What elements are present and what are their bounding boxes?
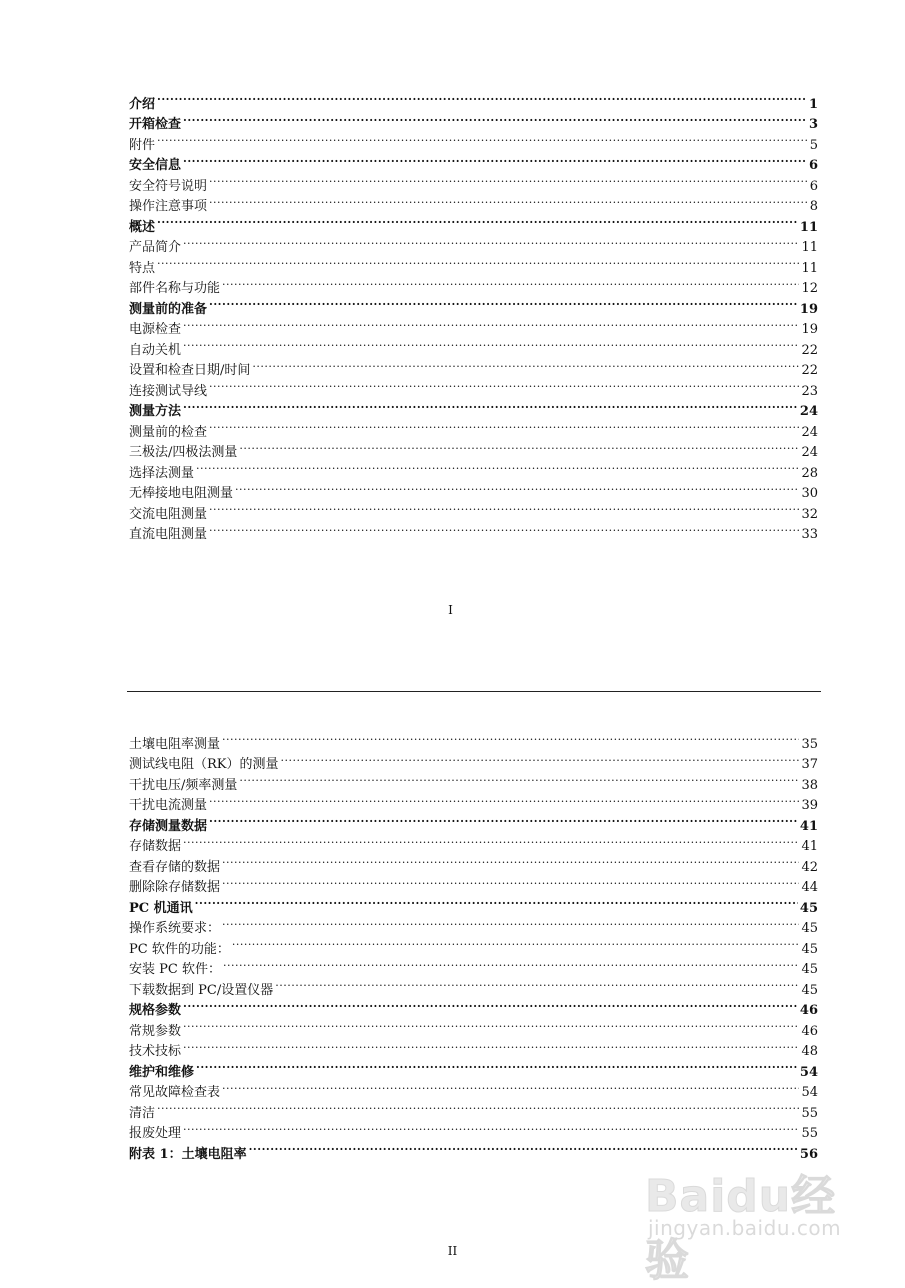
toc-leader-dots bbox=[222, 850, 799, 871]
toc-entry-page: 46 bbox=[799, 1003, 818, 1018]
toc-entry[interactable] bbox=[129, 789, 818, 813]
toc-leader-dots bbox=[209, 497, 799, 518]
toc-entry-page: 23 bbox=[801, 383, 818, 399]
toc-leader-dots bbox=[195, 891, 798, 912]
toc-entry[interactable] bbox=[129, 128, 818, 153]
toc-leader-dots bbox=[239, 436, 799, 457]
toc-leader-dots bbox=[183, 231, 799, 252]
toc-entry[interactable] bbox=[129, 953, 818, 977]
toc-entry-page: 11 bbox=[799, 219, 818, 235]
toc-entry-title: 特点 bbox=[129, 260, 156, 276]
toc-entry-title: 干扰电流测量 bbox=[129, 798, 208, 813]
toc-entry-page: 48 bbox=[801, 1044, 818, 1059]
toc-entry-title: 操作系统要求： bbox=[129, 921, 221, 936]
toc-entry-title: 产品简介 bbox=[129, 240, 182, 255]
toc-entry-title: 维护和维修 bbox=[129, 1064, 195, 1080]
toc-entry[interactable] bbox=[129, 973, 818, 998]
toc-entry-page: 55 bbox=[801, 1105, 818, 1121]
watermark-url: jingyan.baidu.com bbox=[648, 1216, 842, 1240]
toc-entry-title: 土壤电阻率测量 bbox=[129, 736, 221, 752]
toc-entry-title: 电源检查 bbox=[129, 322, 182, 337]
toc-entry[interactable] bbox=[129, 87, 818, 112]
toc-entry-page: 56 bbox=[799, 1146, 818, 1162]
toc-leader-dots bbox=[209, 415, 799, 436]
toc-entry-title: 安全符号说明 bbox=[129, 178, 208, 194]
toc-entry-title: 安全信息 bbox=[129, 158, 182, 173]
toc-entry[interactable] bbox=[129, 333, 818, 358]
toc-leader-dots bbox=[183, 1117, 799, 1138]
toc-entry-page: 6 bbox=[809, 178, 818, 194]
toc-entry[interactable] bbox=[129, 313, 818, 337]
toc-leader-dots bbox=[281, 748, 800, 769]
toc-leader-dots bbox=[209, 789, 799, 810]
toc-leader-dots bbox=[235, 477, 799, 498]
toc-leader-dots bbox=[222, 1076, 799, 1097]
toc-entry-title: 自动关机 bbox=[129, 342, 182, 358]
toc-entry-page: 41 bbox=[801, 839, 818, 854]
toc-entry-title: PC 软件的功能： bbox=[129, 941, 230, 957]
toc-entry-title: 常见故障检查表 bbox=[129, 1085, 221, 1100]
toc-entry[interactable] bbox=[129, 497, 818, 522]
toc-entry[interactable] bbox=[129, 436, 818, 460]
toc-entry[interactable] bbox=[129, 932, 818, 957]
toc-entry[interactable] bbox=[129, 830, 818, 854]
toc-leader-dots bbox=[183, 108, 807, 129]
toc-entry-page: 24 bbox=[801, 424, 818, 440]
toc-entry-page: 3 bbox=[808, 117, 818, 132]
toc-entry-page: 55 bbox=[801, 1126, 818, 1141]
toc-entry-page: 37 bbox=[801, 757, 818, 772]
toc-entry-page: 19 bbox=[801, 322, 818, 337]
toc-leader-dots bbox=[183, 333, 799, 354]
toc-entry-page: 6 bbox=[808, 158, 818, 173]
toc-entry[interactable] bbox=[129, 1055, 818, 1080]
toc-entry-title: 连接测试导线 bbox=[129, 383, 208, 399]
toc-entry-title: 设置和检查日期/时间 bbox=[129, 363, 251, 378]
toc-entry[interactable] bbox=[129, 1096, 818, 1121]
toc-leader-dots bbox=[157, 210, 798, 231]
toc-entry-title: 选择法测量 bbox=[129, 465, 195, 481]
toc-entry[interactable] bbox=[129, 727, 818, 752]
toc-leader-dots bbox=[252, 354, 799, 375]
toc-entry-page: 33 bbox=[801, 527, 818, 542]
toc-entry-title: 开箱检查 bbox=[129, 117, 182, 132]
toc-entry-title: 概述 bbox=[129, 219, 156, 235]
toc-leader-dots bbox=[157, 87, 807, 108]
toc-entry[interactable] bbox=[129, 395, 818, 419]
toc-entry-page: 8 bbox=[809, 199, 818, 214]
toc-entry[interactable] bbox=[129, 190, 818, 214]
toc-entry-page: 24 bbox=[799, 404, 818, 419]
toc-entry-page: 35 bbox=[801, 736, 818, 752]
toc-entry-page: 19 bbox=[799, 301, 818, 317]
toc-entry-page: 39 bbox=[801, 798, 818, 813]
toc-entry-title: 下载数据到 PC/设置仪器 bbox=[129, 982, 274, 998]
toc-entry[interactable] bbox=[129, 1117, 818, 1141]
toc-entry-title: 无棒接地电阻测量 bbox=[129, 486, 234, 501]
toc-entry-title: 三极法/四极法测量 bbox=[129, 445, 238, 460]
page-divider bbox=[127, 691, 821, 692]
toc-leader-dots bbox=[209, 292, 798, 313]
toc-entry-title: 存储数据 bbox=[129, 839, 182, 854]
toc-leader-dots bbox=[157, 128, 808, 149]
toc-entry[interactable] bbox=[129, 210, 818, 235]
toc-entry-title: 测量前的检查 bbox=[129, 424, 208, 440]
toc-entry-title: 删除除存储数据 bbox=[129, 880, 221, 895]
toc-entry-page: 45 bbox=[801, 982, 818, 998]
toc-entry-page: 45 bbox=[801, 941, 818, 957]
toc-entry-page: 44 bbox=[801, 880, 818, 895]
toc-entry[interactable] bbox=[129, 456, 818, 481]
toc-entry[interactable] bbox=[129, 149, 818, 173]
toc-entry[interactable] bbox=[129, 231, 818, 255]
toc-leader-dots bbox=[209, 169, 808, 190]
toc-entry-page: 28 bbox=[801, 465, 818, 481]
toc-page-1 bbox=[129, 87, 818, 542]
toc-entry[interactable] bbox=[129, 850, 818, 875]
toc-entry-page: 45 bbox=[799, 900, 818, 916]
toc-entry-page: 24 bbox=[801, 445, 818, 460]
toc-entry-page: 12 bbox=[801, 281, 818, 296]
toc-entry-title: 技术技标 bbox=[129, 1044, 182, 1059]
toc-entry-page: 42 bbox=[801, 859, 818, 875]
toc-entry-title: 部件名称与功能 bbox=[129, 281, 221, 296]
toc-entry[interactable] bbox=[129, 518, 818, 542]
toc-entry-title: PC 机通讯 bbox=[129, 900, 193, 916]
toc-leader-dots bbox=[183, 830, 799, 851]
toc-entry-title: 规格参数 bbox=[129, 1003, 182, 1018]
toc-leader-dots bbox=[183, 1014, 799, 1035]
toc-entry-page: 11 bbox=[801, 240, 818, 255]
toc-leader-dots bbox=[249, 1137, 798, 1158]
toc-leader-dots bbox=[222, 871, 799, 892]
toc-leader-dots bbox=[209, 809, 798, 830]
toc-entry-title: 交流电阻测量 bbox=[129, 506, 208, 522]
toc-entry-title: 常规参数 bbox=[129, 1023, 182, 1039]
toc-entry[interactable] bbox=[129, 748, 818, 772]
toc-entry-title: 测试线电阻（RK）的测量 bbox=[129, 757, 279, 772]
toc-entry[interactable] bbox=[129, 272, 818, 296]
toc-leader-dots bbox=[232, 932, 800, 953]
toc-entry-page: 5 bbox=[809, 137, 818, 153]
toc-leader-dots bbox=[209, 190, 808, 211]
toc-entry-page: 22 bbox=[801, 363, 818, 378]
watermark-brand: Baidu经验 bbox=[645, 1171, 837, 1286]
toc-leader-dots bbox=[183, 395, 798, 416]
toc-entry-title: 直流电阻测量 bbox=[129, 527, 208, 542]
toc-entry-page: 41 bbox=[799, 818, 818, 834]
toc-leader-dots bbox=[222, 272, 799, 293]
toc-entry[interactable] bbox=[129, 374, 818, 399]
toc-leader-dots bbox=[209, 518, 799, 539]
toc-entry-title: 清洁 bbox=[129, 1105, 156, 1121]
toc-entry-page: 22 bbox=[801, 342, 818, 358]
toc-entry[interactable] bbox=[129, 108, 818, 132]
toc-entry-title: 安装 PC 软件： bbox=[129, 962, 221, 977]
toc-entry-title: 附件 bbox=[129, 137, 156, 153]
toc-entry-page: 1 bbox=[808, 96, 818, 112]
toc-leader-dots bbox=[209, 374, 799, 395]
toc-page-2 bbox=[129, 727, 818, 1162]
toc-leader-dots bbox=[239, 768, 799, 789]
toc-entry-page: 45 bbox=[801, 962, 818, 977]
toc-leader-dots bbox=[183, 1035, 799, 1056]
toc-entry[interactable] bbox=[129, 169, 818, 194]
toc-entry-title: 附表 1：土壤电阻率 bbox=[129, 1146, 247, 1162]
baidu-watermark bbox=[640, 1160, 860, 1286]
toc-entry-title: 介绍 bbox=[129, 96, 156, 112]
toc-leader-dots bbox=[196, 1055, 798, 1076]
toc-leader-dots bbox=[183, 149, 807, 170]
toc-entry[interactable] bbox=[129, 1035, 818, 1059]
toc-entry[interactable] bbox=[129, 415, 818, 440]
toc-entry[interactable] bbox=[129, 809, 818, 834]
toc-entry-page: 45 bbox=[801, 921, 818, 936]
toc-entry[interactable] bbox=[129, 354, 818, 378]
toc-entry-title: 干扰电压/频率测量 bbox=[129, 777, 238, 793]
toc-entry[interactable] bbox=[129, 251, 818, 276]
toc-leader-dots bbox=[223, 953, 799, 974]
toc-entry-page: 54 bbox=[801, 1085, 818, 1100]
toc-entry[interactable] bbox=[129, 871, 818, 895]
toc-entry[interactable] bbox=[129, 1014, 818, 1039]
toc-entry[interactable] bbox=[129, 477, 818, 501]
toc-entry[interactable] bbox=[129, 1076, 818, 1100]
toc-entry-page: 54 bbox=[799, 1064, 818, 1080]
toc-entry[interactable] bbox=[129, 292, 818, 317]
toc-entry-page: 46 bbox=[801, 1023, 818, 1039]
toc-entry-title: 操作注意事项 bbox=[129, 199, 208, 214]
toc-entry-title: 存储测量数据 bbox=[129, 818, 208, 834]
toc-entry-title: 报废处理 bbox=[129, 1126, 182, 1141]
page-number-1: I bbox=[448, 603, 453, 617]
page-number-2: II bbox=[447, 1244, 458, 1258]
toc-leader-dots bbox=[183, 994, 798, 1015]
toc-entry-page: 11 bbox=[801, 260, 818, 276]
toc-entry-page: 38 bbox=[801, 777, 818, 793]
toc-entry-title: 测量前的准备 bbox=[129, 301, 208, 317]
toc-entry[interactable] bbox=[129, 912, 818, 936]
toc-leader-dots bbox=[222, 912, 799, 933]
toc-leader-dots bbox=[196, 456, 799, 477]
toc-entry[interactable] bbox=[129, 1137, 818, 1162]
toc-leader-dots bbox=[157, 1096, 799, 1117]
toc-entry[interactable] bbox=[129, 891, 818, 916]
toc-entry-title: 查看存储的数据 bbox=[129, 859, 221, 875]
toc-entry-title: 测量方法 bbox=[129, 404, 182, 419]
toc-leader-dots bbox=[222, 727, 799, 748]
toc-entry-page: 30 bbox=[801, 486, 818, 501]
toc-leader-dots bbox=[183, 313, 799, 334]
toc-leader-dots bbox=[275, 973, 799, 994]
toc-leader-dots bbox=[157, 251, 799, 272]
toc-entry[interactable] bbox=[129, 994, 818, 1018]
toc-entry-page: 32 bbox=[801, 506, 818, 522]
